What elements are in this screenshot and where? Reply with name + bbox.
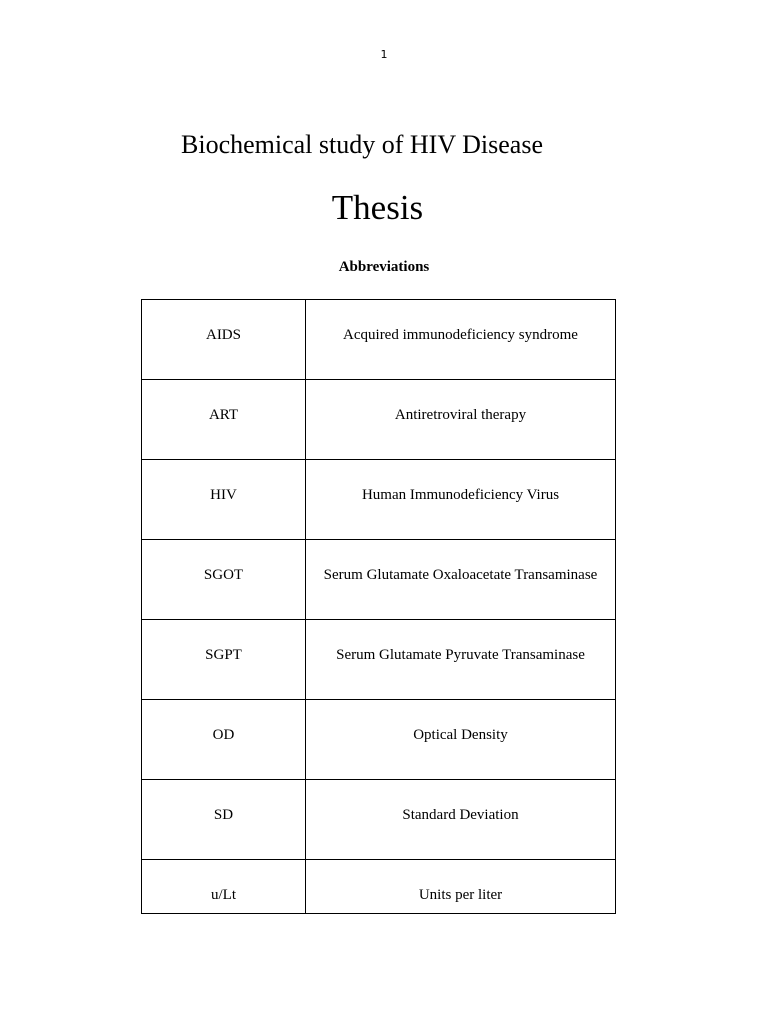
definition-cell: Serum Glutamate Pyruvate Transaminase (306, 620, 616, 700)
abbreviation-cell: ART (142, 380, 306, 460)
definition-cell: Optical Density (306, 700, 616, 780)
section-heading-abbreviations: Abbreviations (338, 259, 430, 275)
abbreviation-cell: OD (142, 700, 306, 780)
table-row (142, 540, 616, 620)
table-row (142, 780, 616, 860)
definition-cell: Human Immunodeficiency Virus (306, 460, 616, 540)
abbreviation-cell: AIDS (142, 300, 306, 380)
abbreviation-cell: SGOT (142, 540, 306, 620)
definition-cell: Standard Deviation (306, 780, 616, 860)
abbreviation-cell: SGPT (142, 620, 306, 700)
definition-cell: Units per liter (306, 860, 616, 914)
table-row (142, 460, 616, 540)
table-row (142, 860, 616, 914)
document-title: Biochemical study of HIV Disease (181, 130, 543, 159)
page-number: 1 (380, 48, 388, 61)
table-row (142, 620, 616, 700)
table-row (142, 300, 616, 380)
table-row (142, 380, 616, 460)
definition-cell: Antiretroviral therapy (306, 380, 616, 460)
abbreviation-cell: u/Lt (142, 860, 306, 914)
abbreviation-cell: HIV (142, 460, 306, 540)
document-subtitle: Thesis (331, 188, 424, 227)
definition-cell: Serum Glutamate Oxaloacetate Transaminase (306, 540, 616, 620)
definition-cell: Acquired immunodeficiency syndrome (306, 300, 616, 380)
table-row (142, 700, 616, 780)
abbreviations-table (141, 299, 616, 914)
abbreviation-cell: SD (142, 780, 306, 860)
